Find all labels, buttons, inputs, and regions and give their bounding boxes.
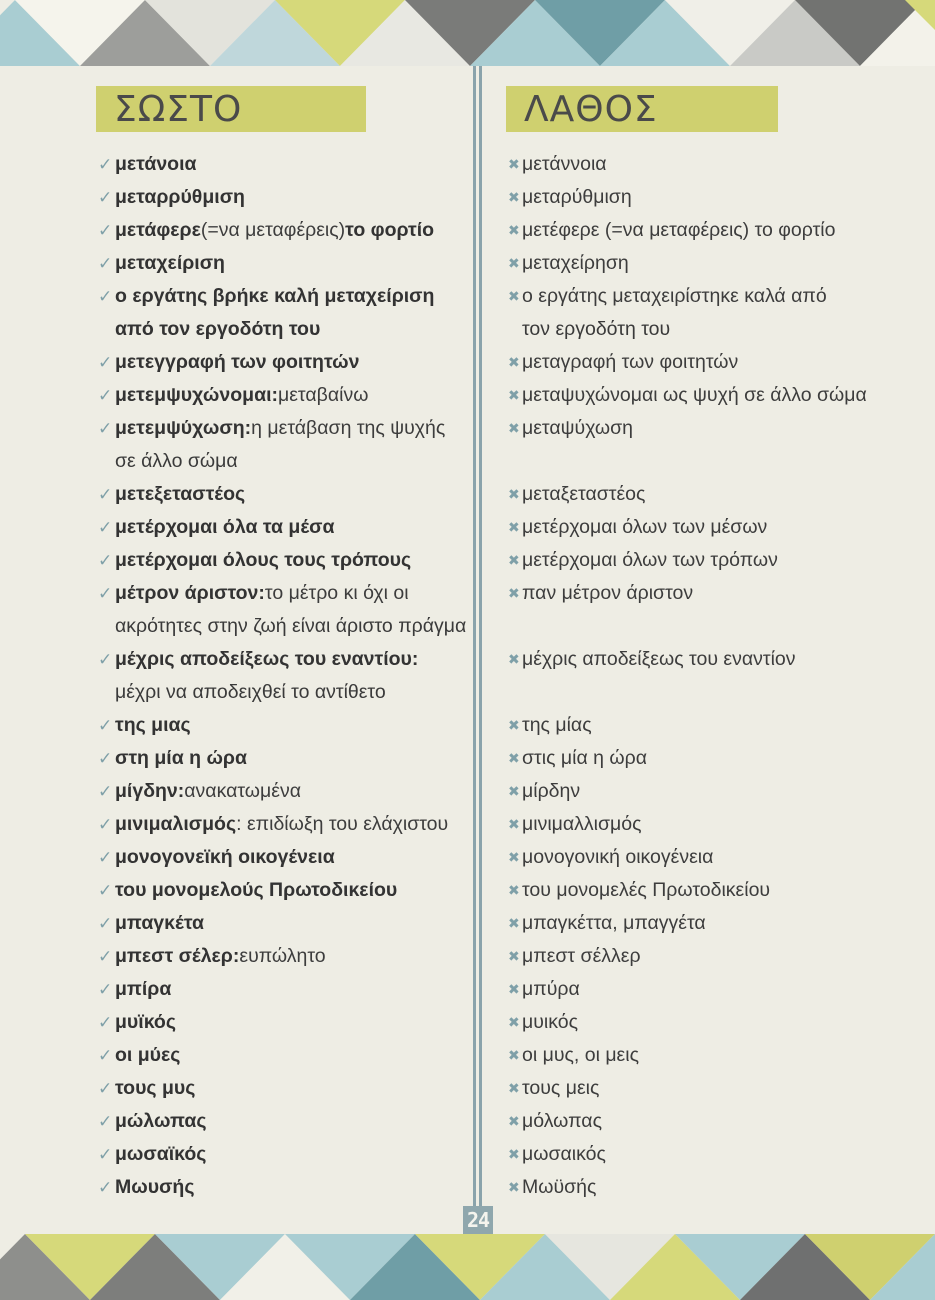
cross-icon: ✖: [508, 717, 520, 733]
list-item: [508, 841, 928, 874]
cross-icon: ✖: [508, 849, 520, 865]
list-item: [98, 808, 468, 841]
correct-term: μετέρχομαι όλα τα μέσα: [115, 516, 335, 538]
correct-term: μετεμψυχώνομαι:: [115, 384, 278, 406]
list-item: [98, 1138, 468, 1171]
cross-icon: ✖: [508, 915, 520, 931]
check-icon: ✓: [98, 353, 113, 372]
correct-term: μετέρχομαι όλους τους τρόπους: [115, 549, 412, 571]
cross-icon: ✖: [508, 387, 520, 403]
check-icon: ✓: [98, 1178, 113, 1197]
check-icon: ✓: [98, 419, 113, 438]
correct-term: μωσαϊκός: [115, 1143, 207, 1165]
wrong-term: της μίας: [522, 714, 592, 736]
correct-term: της μιας: [115, 714, 191, 736]
triangle-pattern-bottom: [0, 1234, 935, 1300]
cross-icon: ✖: [508, 189, 520, 205]
wrong-term: μπεστ σέλλερ: [522, 945, 641, 967]
divider-line: [479, 66, 482, 1234]
list-item: [508, 247, 928, 280]
check-icon: ✓: [98, 980, 113, 999]
list-item: [98, 940, 468, 973]
wrong-term: οι μυς, οι μεις: [522, 1044, 639, 1066]
check-icon: ✓: [98, 848, 113, 867]
correct-term: μινιμαλισμός: [115, 813, 237, 835]
cross-icon: ✖: [508, 1080, 520, 1096]
wrong-term: μέχρις αποδείξεως του εναντίον: [522, 648, 796, 670]
list-item: [98, 1171, 468, 1204]
cross-icon: ✖: [508, 1047, 520, 1063]
check-icon: ✓: [98, 221, 113, 240]
check-icon: ✓: [98, 914, 113, 933]
cross-icon: ✖: [508, 354, 520, 370]
correct-term: οι μύες: [115, 1044, 181, 1066]
list-item-continuation: [98, 313, 468, 346]
wrong-term: μινιμαλλισμός: [522, 813, 642, 835]
wrong-term: μεταχείρηση: [522, 252, 629, 274]
list-item: [508, 1072, 928, 1105]
list-item: [98, 577, 468, 610]
list-item: [98, 148, 468, 181]
wrong-term: μωσαικός: [522, 1143, 606, 1165]
wrong-term: μπύρα: [522, 978, 580, 1000]
wrong-term: μπαγκέττα, μπαγγέτα: [522, 912, 706, 934]
cross-icon: ✖: [508, 288, 520, 304]
list-item: [98, 709, 468, 742]
correct-definition: (=να μεταφέρεις): [200, 219, 346, 241]
wrong-term: παν μέτρον άριστον: [522, 582, 694, 604]
list-item: [508, 709, 928, 742]
list-item: [98, 742, 468, 775]
check-icon: ✓: [98, 551, 113, 570]
correct-term: μετεξεταστέος: [115, 483, 246, 505]
check-icon: ✓: [98, 749, 113, 768]
check-icon: ✓: [98, 584, 113, 603]
check-icon: ✓: [98, 716, 113, 735]
correct-term: μετάνοια: [115, 153, 197, 175]
cross-icon: ✖: [508, 651, 520, 667]
list-item: [508, 643, 928, 676]
correct-term: μώλωπας: [115, 1110, 207, 1132]
wrong-list: [508, 148, 928, 1204]
list-item: [98, 412, 468, 445]
list-item: [98, 214, 468, 247]
cross-icon: ✖: [508, 486, 520, 502]
cross-icon: ✖: [508, 222, 520, 238]
correct-term: στη μία η ώρα: [115, 747, 247, 769]
correct-term: μέτρον άριστον:: [115, 582, 265, 604]
correct-term: μυϊκός: [115, 1011, 176, 1033]
cross-icon: ✖: [508, 981, 520, 997]
cross-icon: ✖: [508, 1113, 520, 1129]
list-item: [508, 775, 928, 808]
list-item: [98, 1105, 468, 1138]
list-item: [508, 379, 928, 412]
correct-term: μπεστ σέλερ:: [115, 945, 240, 967]
correct-definition: : επιδίωξη του ελάχιστου: [236, 813, 449, 835]
check-icon: ✓: [98, 815, 113, 834]
check-icon: ✓: [98, 1079, 113, 1098]
list-item: [98, 643, 468, 676]
list-item-continuation: [98, 676, 468, 709]
continuation-text: τον εργοδότη του: [522, 318, 671, 340]
list-item: [98, 247, 468, 280]
wrong-term: μετέφερε (=να μεταφέρεις) το φορτίο: [522, 219, 836, 241]
list-item-continuation: [508, 676, 928, 709]
list-item: [98, 907, 468, 940]
correct-term: μετεμψύχωση:: [115, 417, 252, 439]
top-decorative-band: [0, 0, 935, 66]
list-item: [508, 1171, 928, 1204]
wrong-term: μονογονική οικογένεια: [522, 846, 714, 868]
cross-icon: ✖: [508, 1179, 520, 1195]
check-icon: ✓: [98, 881, 113, 900]
cross-icon: ✖: [508, 585, 520, 601]
cross-icon: ✖: [508, 1146, 520, 1162]
correct-term: μεταρρύθμιση: [115, 186, 245, 208]
wrong-term: τους μεις: [522, 1077, 600, 1099]
list-item: [98, 181, 468, 214]
correct-term: Μωυσής: [115, 1176, 195, 1198]
list-item: [98, 841, 468, 874]
correct-term: μονογονεϊκή οικογένεια: [115, 846, 335, 868]
cross-icon: ✖: [508, 255, 520, 271]
correct-term: ο εργάτης βρήκε καλή μεταχείριση: [115, 285, 435, 307]
list-item: [98, 511, 468, 544]
check-icon: ✓: [98, 1046, 113, 1065]
cross-icon: ✖: [508, 816, 520, 832]
wrong-term: μεταψυχώνομαι ως ψυχή σε άλλο σώμα: [522, 384, 867, 406]
wrong-term: μεταψύχωση: [522, 417, 634, 439]
list-item-continuation: [508, 313, 928, 346]
list-item: [508, 280, 928, 313]
correct-term: του μονομελούς Πρωτοδικείου: [115, 879, 398, 901]
list-item: [98, 1039, 468, 1072]
correct-term: το φορτίο: [345, 219, 435, 241]
wrong-heading: ΛΑΘΟΣ: [506, 86, 778, 132]
wrong-term: μεταρύθμιση: [522, 186, 632, 208]
list-item-continuation: [98, 610, 468, 643]
list-item-continuation: [508, 610, 928, 643]
check-icon: ✓: [98, 1013, 113, 1032]
check-icon: ✓: [98, 254, 113, 273]
cross-icon: ✖: [508, 420, 520, 436]
page-number: 24: [463, 1206, 493, 1234]
list-item: [508, 1138, 928, 1171]
correct-term: μίγδην:: [115, 780, 185, 802]
list-item: [508, 511, 928, 544]
list-item: [98, 478, 468, 511]
list-item: [508, 940, 928, 973]
wrong-term: μίρδην: [522, 780, 581, 802]
check-icon: ✓: [98, 518, 113, 537]
cross-icon: ✖: [508, 519, 520, 535]
list-item: [508, 181, 928, 214]
cross-icon: ✖: [508, 882, 520, 898]
list-item: [98, 775, 468, 808]
list-item-continuation: [508, 445, 928, 478]
correct-definition: η μετάβαση της ψυχής: [251, 417, 446, 439]
wrong-term: στις μία η ώρα: [522, 747, 647, 769]
wrong-term: ο εργάτης μεταχειρίστηκε καλά από: [522, 285, 827, 307]
check-icon: ✓: [98, 287, 113, 306]
wrong-term: του μονομελές Πρωτοδικείου: [522, 879, 771, 901]
list-item: [508, 808, 928, 841]
list-item-continuation: [98, 445, 468, 478]
list-item: [98, 1072, 468, 1105]
list-item: [508, 544, 928, 577]
wrong-term: μυικός: [522, 1011, 578, 1033]
divider-line: [473, 66, 476, 1234]
column-divider: [472, 66, 484, 1234]
cross-icon: ✖: [508, 948, 520, 964]
correct-term: τους μυς: [115, 1077, 196, 1099]
list-item: [98, 544, 468, 577]
cross-icon: ✖: [508, 783, 520, 799]
continuation-text: μέχρι να αποδειχθεί το αντίθετο: [115, 681, 386, 703]
correct-term: μεταχείριση: [115, 252, 225, 274]
cross-icon: ✖: [508, 552, 520, 568]
check-icon: ✓: [98, 782, 113, 801]
correct-term: μπαγκέτα: [115, 912, 204, 934]
wrong-term: μεταξεταστέος: [522, 483, 646, 505]
check-icon: ✓: [98, 485, 113, 504]
list-item: [508, 214, 928, 247]
check-icon: ✓: [98, 188, 113, 207]
wrong-term: Μωϋσής: [522, 1176, 597, 1198]
correct-term: μέχρις αποδείξεως του εναντίου:: [115, 648, 419, 670]
bottom-decorative-band: [0, 1234, 935, 1300]
list-item: [98, 346, 468, 379]
wrong-term: μετάννοια: [522, 153, 607, 175]
list-item: [98, 973, 468, 1006]
cross-icon: ✖: [508, 750, 520, 766]
list-item: [508, 1006, 928, 1039]
list-item: [508, 148, 928, 181]
correct-list: [98, 148, 468, 1204]
correct-term: μετάφερε: [115, 219, 201, 241]
list-item: [508, 742, 928, 775]
correct-heading: ΣΩΣΤΟ: [96, 86, 366, 132]
continuation-text: ακρότητες στην ζωή είναι άριστο πράγμα: [115, 615, 467, 637]
list-item: [508, 1105, 928, 1138]
correct-definition: μεταβαίνω: [278, 384, 369, 406]
check-icon: ✓: [98, 650, 113, 669]
list-item: [508, 478, 928, 511]
check-icon: ✓: [98, 1112, 113, 1131]
check-icon: ✓: [98, 155, 113, 174]
wrong-term: μετέρχομαι όλων των μέσων: [522, 516, 768, 538]
wrong-term: μόλωπας: [522, 1110, 602, 1132]
list-item: [508, 1039, 928, 1072]
correct-definition: ευπώλητο: [239, 945, 326, 967]
continuation-text: από τον εργοδότη του: [115, 318, 321, 340]
correct-definition: ανακατωμένα: [184, 780, 301, 802]
list-item: [508, 346, 928, 379]
correct-definition: το μέτρο κι όχι οι: [264, 582, 409, 604]
check-icon: ✓: [98, 1145, 113, 1164]
check-icon: ✓: [98, 947, 113, 966]
wrong-term: μεταγραφή των φοιτητών: [522, 351, 739, 373]
list-item: [508, 973, 928, 1006]
list-item: [508, 874, 928, 907]
cross-icon: ✖: [508, 156, 520, 172]
triangle-pattern-top: [0, 0, 935, 66]
list-item: [98, 280, 468, 313]
list-item: [508, 577, 928, 610]
check-icon: ✓: [98, 386, 113, 405]
wrong-term: μετέρχομαι όλων των τρόπων: [522, 549, 778, 571]
continuation-text: σε άλλο σώμα: [115, 450, 238, 472]
list-item: [98, 1006, 468, 1039]
list-item: [508, 907, 928, 940]
correct-term: μετεγγραφή των φοιτητών: [115, 351, 360, 373]
list-item: [98, 874, 468, 907]
list-item: [508, 412, 928, 445]
cross-icon: ✖: [508, 1014, 520, 1030]
list-item: [98, 379, 468, 412]
correct-term: μπίρα: [115, 978, 172, 1000]
